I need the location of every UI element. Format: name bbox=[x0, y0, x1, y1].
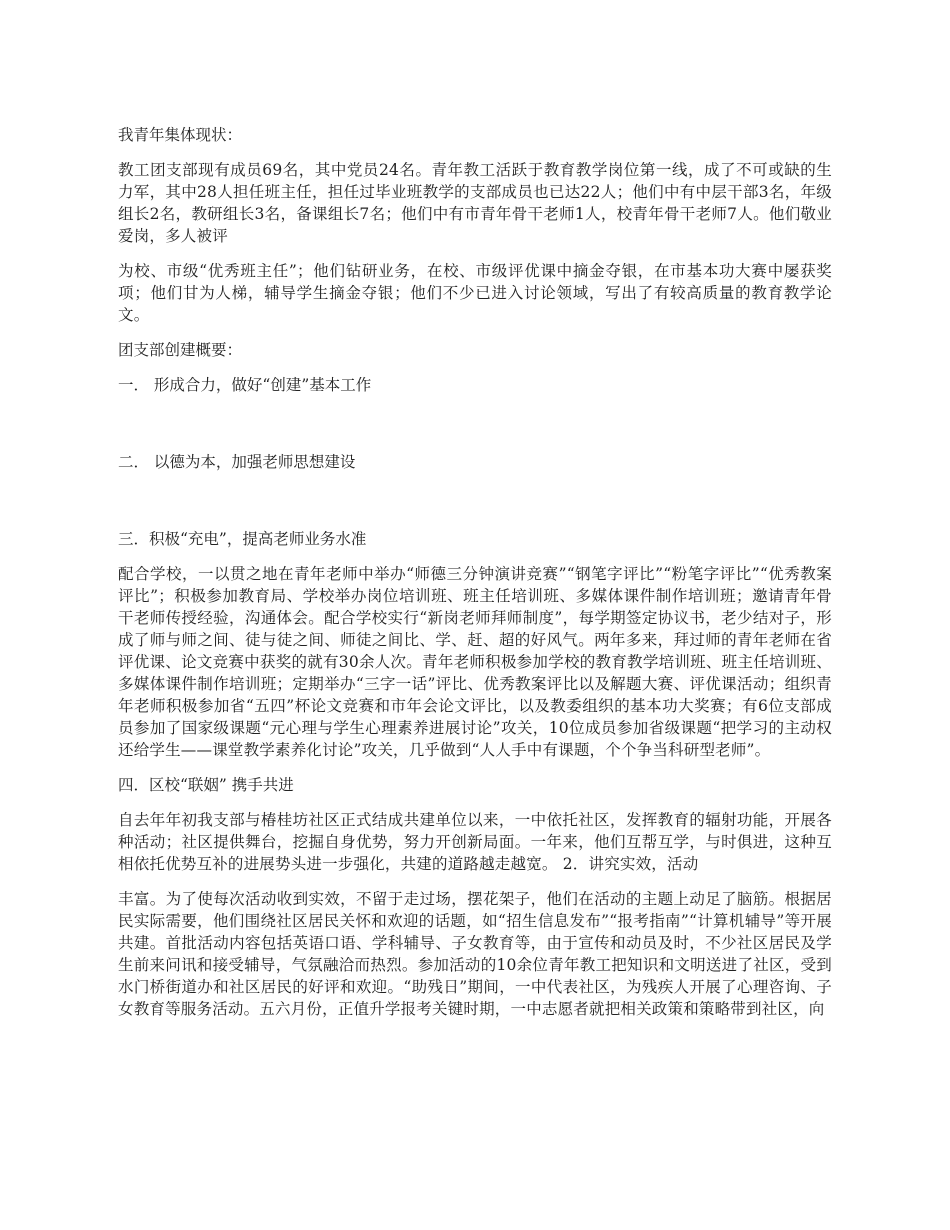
heading-item-one: 一． 形成合力，做好“创建”基本工作 bbox=[118, 376, 372, 394]
paragraph-community-partnership: 自去年年初我支部与椿桂坊社区正式结成共建单位以来，一中依托社区，发挥教育的辐射功能，开展各种活动；社区提供舞台，挖掘自身优势，努力开创新局面。一年来，他们互帮互学，与时俱进，这种互相依托优势互补的进展势头进一步强化，共建的道路越走越宽。 2．讲究实效，活动 bbox=[118, 811, 832, 873]
paragraph-teacher-training: 配合学校，一以贯之地在青年老师中举办“师德三分钟演讲竞赛”“钢笔字评比”“粉笔字评比”“优秀教案评比”；积极参加教育局、学校举办岗位培训班、班主任培训班、多媒体课件制作培训班；邀请青年骨干老师传授经验，沟通体会。配合学校实行“新岗老师拜师制度”，每学期签定协议书，老少结对子，形成了师与师之间、徒与徒之间、师徒之间比、学、赶、超的好风气。两年多来，拜过师的青年老师在省评优课、论文竞赛中获奖的就有30余人次。青年老师积极参加学校的教育教学培训班、班主任培训班、多媒体课件制作培训班；定期举办“三字一话”评比、优秀教案评比以及解题大赛、评优课活动；组织青年老师积极参加省“五四”杯论文竞赛和市年会论文评比，以及教委组织的基本功大奖赛；有6位支部成员参加了国家级课题“元心理与学生心理素养进展讨论”攻关，10位成员参加省级课题“把学习的主动权还给学生——课堂教学素养化讨论”攻关，几乎做到“人人手中有课题，个个争当科研型老师”。 bbox=[118, 565, 832, 759]
heading-item-three: 三．积极“充电”，提高老师业务水准 bbox=[118, 530, 367, 548]
paragraph-member-overview: 教工团支部现有成员69名，其中党员24名。青年教工活跃于教育教学岗位第一线，成了不可或缺的生力军，其中28人担任班主任，担任过毕业班教学的支部成员也已达22人；他们中有中层干部3名，年级组长2名，教研组长3名，备课组长7名；他们中有市青年骨干老师1人，校青年骨干老师7人。他们敬业爱岗，多人被评 bbox=[118, 161, 832, 245]
paragraph-achievements: 为校、市级“优秀班主任”；他们钻研业务，在校、市级评优课中摘金夺银，在市基本功大赛中屡获奖项；他们甘为人梯，辅导学生摘金夺银；他们不少已进入讨论领域，写出了有较高质量的教育教学论文。 bbox=[118, 262, 832, 324]
heading-item-four: 四．区校“联姻” 携手共进 bbox=[118, 776, 294, 794]
paragraph-community-activities: 丰富。为了使每次活动收到实效，不留于走过场，摆花架子，他们在活动的主题上动足了脑筋。根据居民实际需要，他们围绕社区居民关怀和欢迎的话题，如“招生信息发布”“报考指南”“计算机辅导”等开展共建。首批活动内容包括英语口语、学科辅导、子女教育等，由于宣传和动员及时，不少社区居民及学生前来问讯和接受辅导，气氛融洽而热烈。参加活动的10余位青年教工把知识和文明送进了社区，受到水门桥街道办和社区居民的好评和欢迎。“助残日”期间，一中代表社区，为残疾人开展了心理咨询、子女教育等服务活动。五六月份，正值升学报考关键时期，一中志愿者就把相关政策和策略带到社区，向 bbox=[118, 890, 832, 1018]
heading-item-two: 二． 以德为本，加强老师思想建设 bbox=[118, 453, 356, 471]
section-heading-youth-status: 我青年集体现状： bbox=[118, 126, 243, 144]
section-heading-branch-overview: 团支部创建概要： bbox=[118, 341, 243, 359]
